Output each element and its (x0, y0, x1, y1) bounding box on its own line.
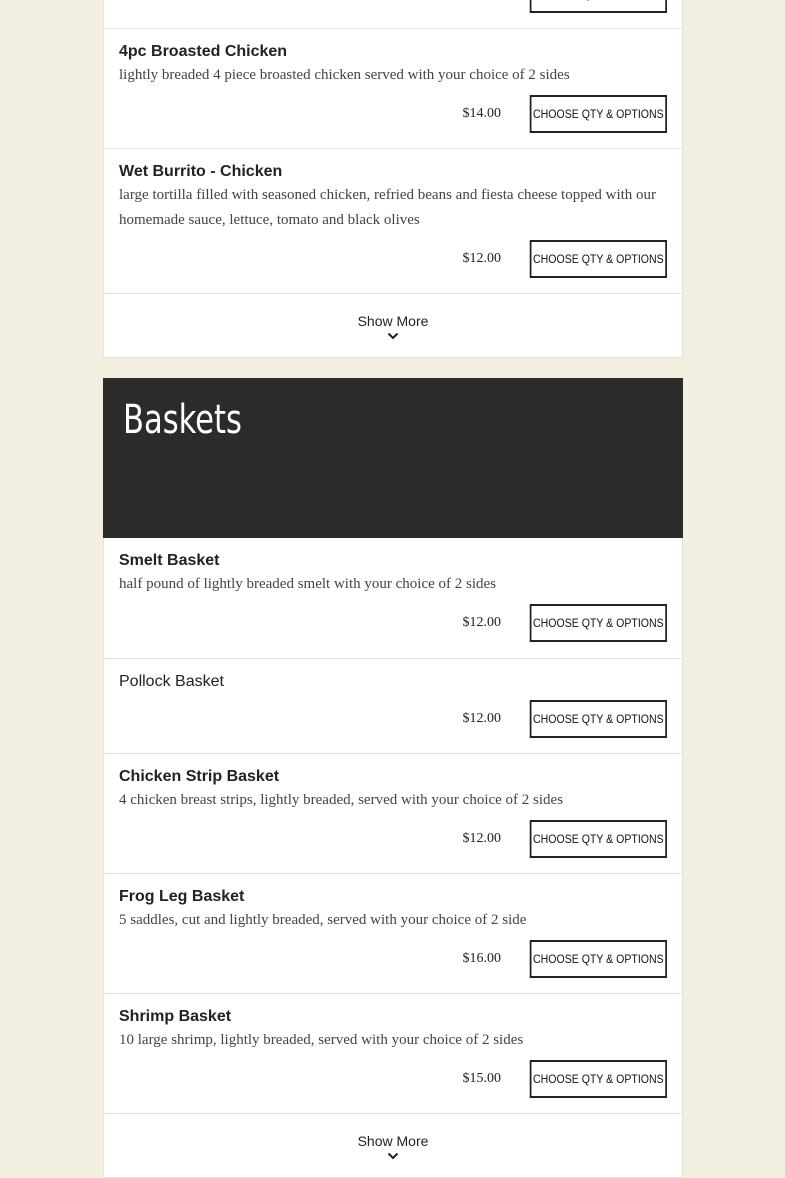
choose-options-button[interactable]: CHOOSE QTY & OPTIONS (530, 1060, 667, 1098)
item-name: Pollock Basket (119, 673, 224, 690)
show-more-label: Show More (357, 1133, 429, 1149)
item-price: $15.00 (462, 1071, 501, 1086)
show-more-button[interactable] (104, 1113, 682, 1177)
show-more-label: Show More (357, 313, 429, 329)
item-name: Wet Burrito - Chicken (119, 163, 283, 180)
item-name: Chicken Strip Basket (119, 768, 280, 785)
item-description: 4 chicken breast strips, lightly breaded, served with your choice of 2 sides (119, 792, 564, 808)
menu-item (104, 28, 682, 148)
item-name: 4pc Broasted Chicken (119, 43, 288, 60)
item-price: $12.00 (462, 615, 501, 630)
item-price: $16.00 (462, 951, 501, 966)
chevron-down-icon (387, 1152, 399, 1160)
item-price: $12.00 (462, 711, 501, 726)
choose-options-button[interactable]: CHOOSE QTY & OPTIONS (530, 940, 667, 978)
menu-section-top (103, 0, 683, 358)
menu-item (104, 993, 682, 1113)
item-description: large tortilla filled with seasoned chicken, refried beans and fiesta cheese topped with our homemade sauce, lettuce, tomato and black olives (119, 187, 657, 228)
choose-options-button[interactable]: CHOOSE QTY & OPTIONS (530, 95, 667, 133)
menu-item (104, 873, 682, 993)
menu-item (104, 658, 682, 753)
menu-item (104, 148, 682, 293)
show-more-button[interactable] (104, 293, 682, 357)
item-price: $14.00 (462, 106, 501, 121)
item-description: 5 saddles, cut and lightly breaded, served with your choice of 2 side (119, 912, 527, 928)
item-description: half pound of lightly breaded smelt with your choice of 2 sides (119, 576, 496, 592)
item-name: Smelt Basket (119, 552, 220, 569)
menu-section-baskets (103, 378, 683, 1178)
section-title: Baskets (123, 397, 242, 443)
choose-options-button[interactable]: CHOOSE QTY & OPTIONS (530, 604, 667, 642)
choose-options-button[interactable]: CHOOSE QTY & OPTIONS (530, 700, 667, 738)
section-banner (103, 378, 683, 538)
chevron-down-icon (387, 332, 399, 340)
menu-item-partial (104, 0, 682, 28)
item-name: Frog Leg Basket (119, 888, 245, 905)
menu-card (103, 0, 683, 358)
item-name: Shrimp Basket (119, 1008, 232, 1025)
item-description: lightly breaded 4 piece broasted chicken served with your choice of 2 sides (119, 67, 570, 83)
menu-item (104, 753, 682, 873)
item-price: $12.00 (462, 831, 501, 846)
choose-options-button[interactable]: CHOOSE QTY & OPTIONS (530, 240, 667, 278)
choose-options-button[interactable]: CHOOSE QTY & OPTIONS (530, 820, 667, 858)
choose-options-button[interactable] (530, 0, 667, 13)
item-description: 10 large shrimp, lightly breaded, served with your choice of 2 sides (119, 1032, 524, 1048)
menu-card (103, 538, 683, 1178)
menu-item (104, 538, 682, 658)
item-price: $12.00 (462, 251, 501, 266)
